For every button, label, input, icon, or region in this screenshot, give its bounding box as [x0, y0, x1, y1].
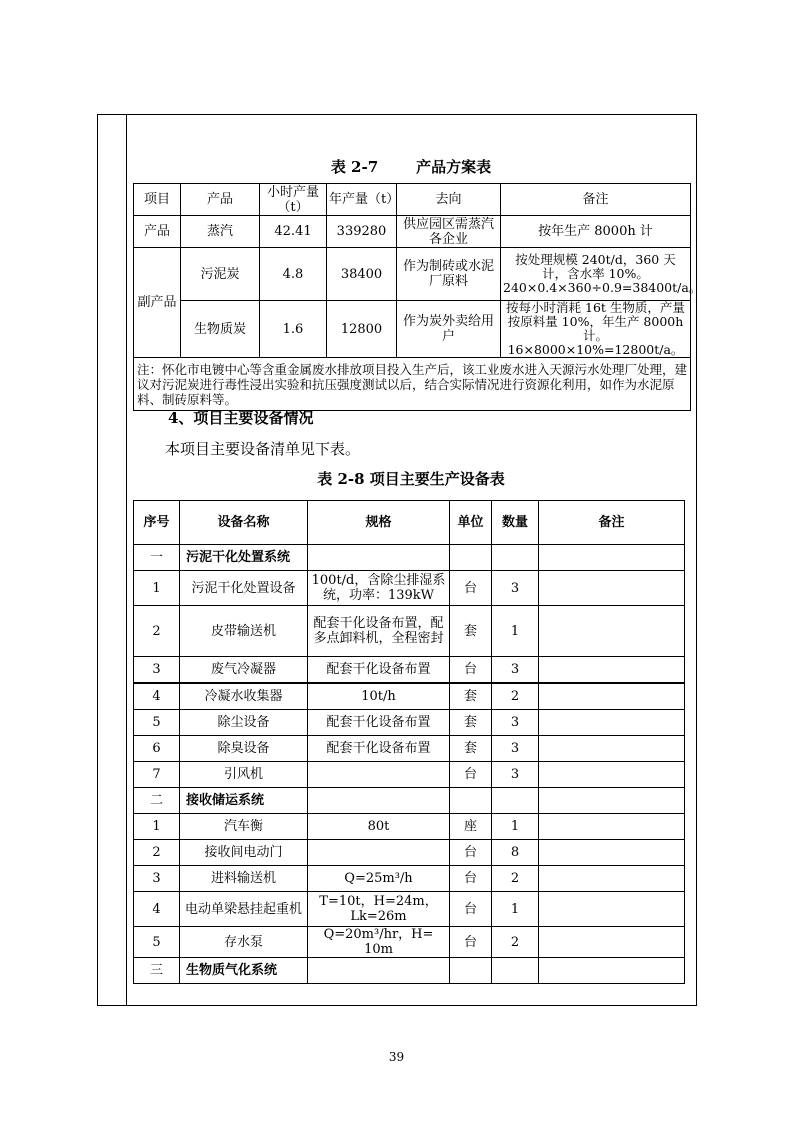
- equipment-unit: 套: [450, 710, 492, 736]
- equipment-unit: 套: [450, 683, 492, 710]
- equipment-qty: 1: [492, 606, 539, 657]
- equipment-spec: 配套干化设备布置: [308, 657, 450, 684]
- equipment-unit: 台: [450, 571, 492, 606]
- row-no: 5: [134, 927, 180, 958]
- equipment-remark: [539, 866, 685, 892]
- equipment-unit: 套: [450, 606, 492, 657]
- row-no: 4: [134, 892, 180, 927]
- equipment-name: 冷凝水收集器: [180, 683, 308, 710]
- table1-caption-number: 表 2-7: [330, 158, 379, 176]
- equipment-remark: [539, 571, 685, 606]
- hourly-cell: 1.6: [260, 301, 327, 358]
- equipment-qty: 2: [492, 683, 539, 710]
- row-no: 4: [134, 683, 180, 710]
- equipment-name: 电动单梁悬挂起重机: [180, 892, 308, 927]
- equipment-name: 进料输送机: [180, 866, 308, 892]
- equipment-spec: 配套干化设备布置: [308, 736, 450, 762]
- header-cell: 设备名称: [180, 501, 308, 545]
- header-cell: 项目: [134, 184, 181, 216]
- equipment-spec: 10t/h: [308, 683, 450, 710]
- remark-cell: 按年生产 8000h 计: [501, 216, 691, 248]
- equipment-table: [133, 500, 685, 984]
- group-no: 二: [134, 788, 180, 814]
- equipment-unit: 台: [450, 927, 492, 958]
- row-no: 3: [134, 657, 180, 684]
- remark-cell: 按每小时消耗 16t 生物质，产量按原料量 10%，年生产 8000h 计。16×8000×10%=12800t/a。: [501, 301, 691, 358]
- equipment-name: 废气冷凝器: [180, 657, 308, 684]
- equipment-spec: [308, 762, 450, 788]
- group-name: 接收储运系统: [180, 788, 308, 814]
- group-row: [134, 545, 685, 571]
- header-cell: 序号: [134, 501, 180, 545]
- equipment-name: 除尘设备: [180, 710, 308, 736]
- header-cell: 去向: [397, 184, 501, 216]
- annual-cell: 38400: [327, 248, 397, 301]
- group-row: [134, 788, 685, 814]
- table-row: [134, 814, 685, 840]
- equipment-remark: [539, 814, 685, 840]
- equipment-remark: [539, 927, 685, 958]
- row-no: 3: [134, 866, 180, 892]
- table-row: [134, 840, 685, 866]
- table-row: [134, 657, 685, 684]
- equipment-remark: [539, 606, 685, 657]
- equipment-unit: 套: [450, 736, 492, 762]
- category-cell: 副产品: [134, 248, 181, 358]
- annual-cell: 12800: [327, 301, 397, 358]
- equipment-name: 接收间电动门: [180, 840, 308, 866]
- equipment-name: 皮带输送机: [180, 606, 308, 657]
- row-no: 2: [134, 840, 180, 866]
- header-cell: 备注: [539, 501, 685, 545]
- equipment-qty: 3: [492, 571, 539, 606]
- header-cell: 数量: [492, 501, 539, 545]
- table-row: [134, 866, 685, 892]
- header-cell: 小时产量（t）: [260, 184, 327, 216]
- equipment-qty: 3: [492, 736, 539, 762]
- table-row: [134, 301, 691, 358]
- group-name: 生物质气化系统: [180, 958, 308, 984]
- category-cell: 产品: [134, 216, 181, 248]
- equipment-remark: [539, 736, 685, 762]
- equipment-qty: 2: [492, 927, 539, 958]
- table-row: [134, 892, 685, 927]
- equipment-qty: 1: [492, 892, 539, 927]
- table1-caption: [126, 156, 696, 177]
- table-row: [134, 216, 691, 248]
- row-no: 2: [134, 606, 180, 657]
- table2-caption: 表 2-8 项目主要生产设备表: [317, 470, 505, 488]
- header-cell: 年产量（t）: [327, 184, 397, 216]
- table-note-row: [134, 358, 691, 411]
- group-no: 一: [134, 545, 180, 571]
- equipment-spec: 配套干化设备布置，配多点卸料机，全程密封: [308, 606, 450, 657]
- equipment-name: 污泥干化处置设备: [180, 571, 308, 606]
- equipment-name: 存水泵: [180, 927, 308, 958]
- product-cell: 生物质炭: [181, 301, 260, 358]
- remark-cell: 按处理规模 240t/d，360 天计，含水率 10%。240×0.4×360÷0.9=38400t/a。: [501, 248, 691, 301]
- section-text: 本项目主要设备清单见下表。: [165, 440, 361, 458]
- header-cell: 产品: [181, 184, 260, 216]
- equipment-spec: Q=20m³/hr，H= 10m: [308, 927, 450, 958]
- frame-inner-line: [126, 114, 127, 1006]
- hourly-cell: 42.41: [260, 216, 327, 248]
- table-header-row: [134, 184, 691, 216]
- table-row: [134, 606, 685, 657]
- table-row: [134, 683, 685, 710]
- group-row: [134, 958, 685, 984]
- row-no: 7: [134, 762, 180, 788]
- page-number: 39: [388, 1050, 405, 1064]
- equipment-remark: [539, 762, 685, 788]
- equipment-qty: 2: [492, 866, 539, 892]
- equipment-qty: 1: [492, 814, 539, 840]
- equipment-spec: [308, 840, 450, 866]
- header-cell: 单位: [450, 501, 492, 545]
- row-no: 1: [134, 571, 180, 606]
- product-plan-table: [133, 183, 702, 411]
- equipment-remark: [539, 892, 685, 927]
- equipment-qty: 3: [492, 710, 539, 736]
- equipment-remark: [539, 840, 685, 866]
- equipment-qty: 3: [492, 762, 539, 788]
- product-cell: 污泥炭: [181, 248, 260, 301]
- section-heading: 4、项目主要设备情况: [168, 409, 314, 427]
- row-no: 5: [134, 710, 180, 736]
- destination-cell: 作为炭外卖给用户: [397, 301, 501, 358]
- equipment-spec: T=10t，H=24m，Lk=26m: [308, 892, 450, 927]
- equipment-unit: 台: [450, 866, 492, 892]
- table-row: [134, 710, 685, 736]
- equipment-remark: [539, 710, 685, 736]
- equipment-name: 除臭设备: [180, 736, 308, 762]
- table-row: [134, 248, 691, 301]
- equipment-qty: 3: [492, 657, 539, 684]
- row-no: 6: [134, 736, 180, 762]
- group-no: 三: [134, 958, 180, 984]
- row-no: 1: [134, 814, 180, 840]
- equipment-spec: 配套干化设备布置: [308, 710, 450, 736]
- destination-cell: 供应园区需蒸汽各企业: [397, 216, 501, 248]
- equipment-spec: Q=25m³/h: [308, 866, 450, 892]
- table-note: 注：怀化市电镀中心等含重金属废水排放项目投入生产后，该工业废水进入天源污水处理厂处理，建议对污泥炭进行毒性浸出实验和抗压强度测试以后，结合实际情况进行资源化利用，如作为水泥原料、制砖原料等。: [134, 358, 691, 411]
- annual-cell: 339280: [327, 216, 397, 248]
- equipment-remark: [539, 657, 685, 684]
- table-row: [134, 571, 685, 606]
- hourly-cell: 4.8: [260, 248, 327, 301]
- product-cell: 蒸汽: [181, 216, 260, 248]
- equipment-unit: 座: [450, 814, 492, 840]
- table-row: [134, 736, 685, 762]
- destination-cell: 作为制砖或水泥厂原料: [397, 248, 501, 301]
- equipment-unit: 台: [450, 657, 492, 684]
- header-cell: 备注: [501, 184, 691, 216]
- equipment-spec: 100t/d，含除尘排湿系统，功率：139kW: [308, 571, 450, 606]
- equipment-unit: 台: [450, 892, 492, 927]
- equipment-unit: 台: [450, 762, 492, 788]
- equipment-name: 引风机: [180, 762, 308, 788]
- equipment-qty: 8: [492, 840, 539, 866]
- equipment-remark: [539, 683, 685, 710]
- table-row: [134, 762, 685, 788]
- table1-caption-name: 产品方案表: [416, 158, 492, 176]
- table-row: [134, 927, 685, 958]
- equipment-unit: 台: [450, 840, 492, 866]
- group-name: 污泥干化处置系统: [180, 545, 308, 571]
- header-cell: 规格: [308, 501, 450, 545]
- equipment-name: 汽车衡: [180, 814, 308, 840]
- table-header-row: [134, 501, 685, 545]
- equipment-spec: 80t: [308, 814, 450, 840]
